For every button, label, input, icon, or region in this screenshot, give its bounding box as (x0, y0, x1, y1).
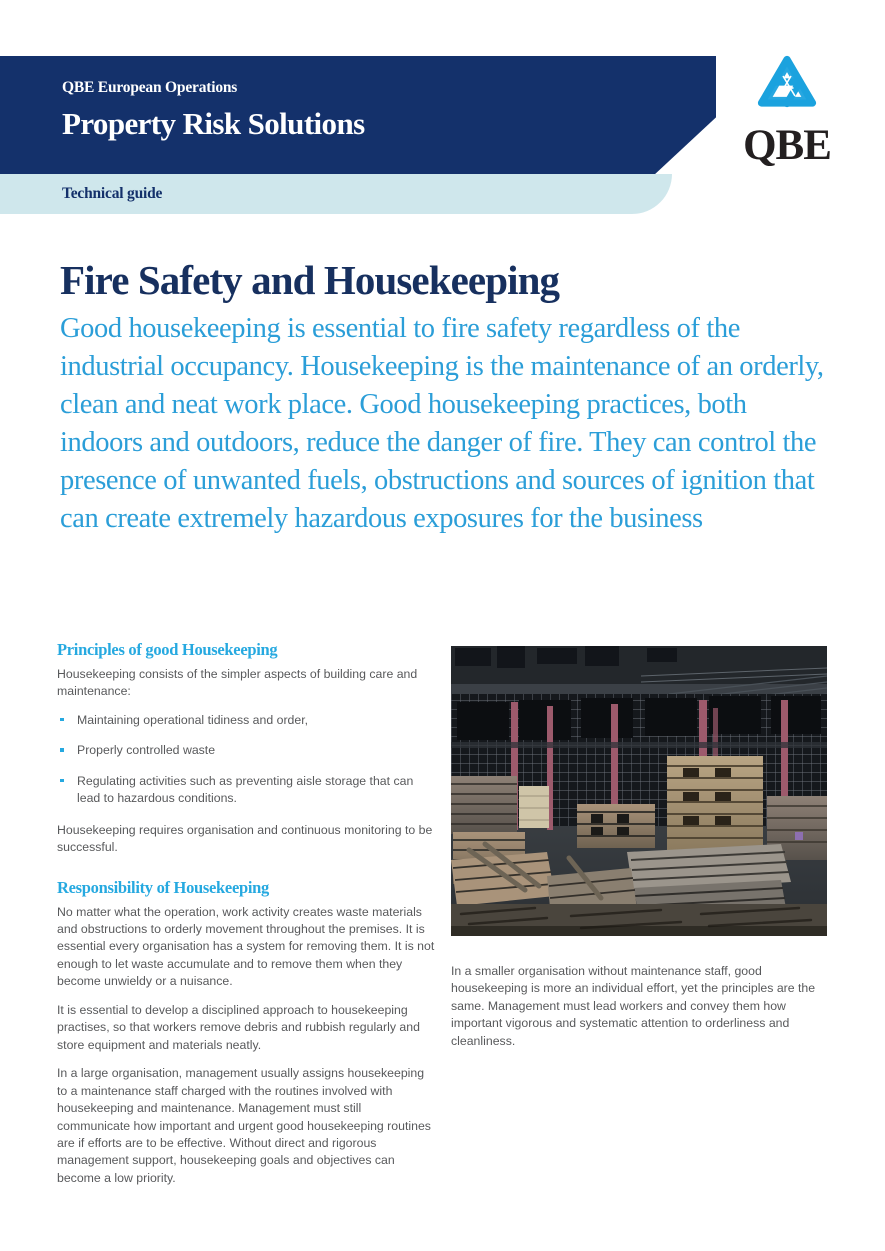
list-item-label: Properly controlled waste (77, 743, 216, 758)
section-heading-responsibility: Responsibility of Housekeeping (57, 877, 269, 897)
document-type-label: Technical guide (62, 185, 163, 202)
principles-closing: Housekeeping requires organisation and continuous monitoring to be successful. (57, 822, 433, 855)
qbe-wordmark: QBE (743, 122, 831, 169)
qbe-trefoil-logo (750, 52, 824, 122)
right-column (451, 963, 828, 1061)
responsibility-paragraph-3: In a large organisation, management usually assigns housekeeping to a maintenance staff charged with the routines involved with housekeeping and maintenance. Management must still communicate how important and urgent good housekeeping routines are if efforts are to be effective. Without direct and rigorous management support, housekeeping goals and objectives can become a low priority. (57, 1066, 431, 1185)
right-column-paragraph: In a smaller organisation without maintenance staff, good housekeeping is more an individual effort, yet the principles are the same. Management must lead workers and convey them how important vigorous and systematic attention to orderliness and cleanliness. (451, 964, 816, 1048)
photo-illustration (451, 646, 827, 936)
page-standfirst: Good housekeeping is essential to fire safety regardless of the industrial occupancy. Housekeeping is the maintenance of an orderly, clean and neat work place. Good housekeeping practices, both indoors and outdoors, reduce the danger of fire. They can control the presence of unwanted fuels, obstructions and sources of ignition that can create extremely hazardous exposures for the business (60, 313, 824, 534)
section-heading-principles: Principles of good Housekeeping (57, 640, 278, 659)
header-banner-text (62, 80, 365, 139)
title-block (60, 258, 830, 538)
principles-bullet-list (57, 712, 435, 808)
brand-banner-title: Property Risk Solutions (62, 105, 365, 141)
document-type-bar (0, 174, 672, 214)
responsibility-paragraph-2: It is essential to develop a disciplined approach to housekeeping practises, so that workers remove debris and rubbish regularly and store equipment and materials neatly. (57, 1002, 420, 1052)
page-title: Fire Safety and Housekeeping (60, 257, 560, 303)
list-item-label: Maintaining operational tidiness and order, (77, 712, 309, 727)
pallet-yard-photo (451, 646, 827, 936)
left-column (57, 641, 435, 1198)
header-banner (0, 56, 716, 174)
bullet-icon (60, 748, 64, 752)
list-item-label: Regulating activities such as preventing aisle storage that can lead to hazardous conditions. (77, 773, 414, 806)
principles-intro: Housekeeping consists of the simpler aspects of building care and maintenance: (57, 666, 418, 699)
list-item (57, 742, 435, 759)
list-item (57, 712, 435, 729)
qbe-logo (737, 52, 837, 172)
bullet-icon (60, 718, 64, 722)
brand-eyebrow: QBE European Operations (62, 79, 238, 96)
list-item (57, 773, 435, 808)
responsibility-paragraph-1: No matter what the operation, work activity creates waste materials and obstructions to orderly movement throughout the premises. It is essential every organisation has a system for removing them. It is not enough to let waste accumulate and to remove them when they become unwieldy or a nuisance. (57, 904, 435, 989)
bullet-icon (60, 779, 64, 783)
